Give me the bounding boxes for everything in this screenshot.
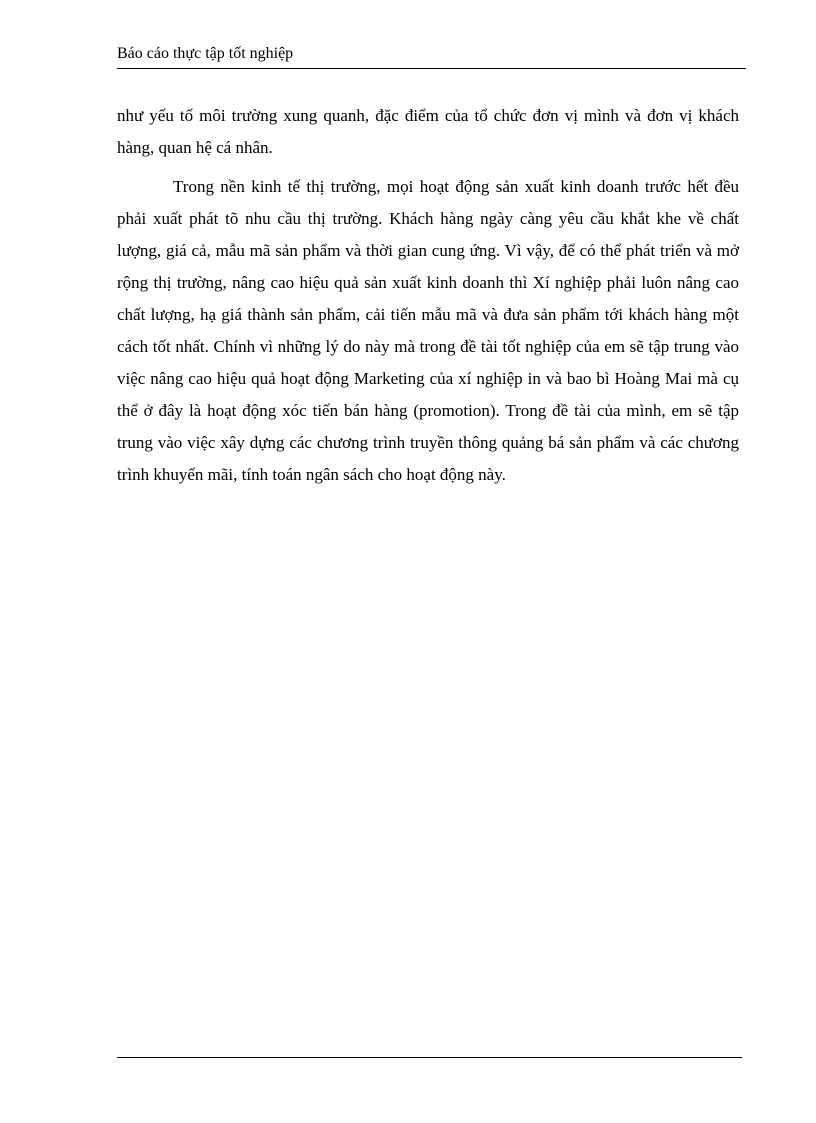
page-header (117, 44, 746, 69)
body-text (117, 100, 739, 491)
footer-rule (117, 1057, 742, 1058)
paragraph-continuation: như yếu tố môi trường xung quanh, đặc điểm của tổ chức đơn vị mình và đơn vị khách hàng, quan hệ cá nhân. (117, 106, 739, 157)
paragraph-market-economy: Trong nền kinh tế thị trường, mọi hoạt động sản xuất kinh doanh trước hết đều phải xuất phát tõ nhu cầu thị trường. Khách hàng ngày càng yêu cầu khắt khe về chất lượng, giá cả, mẫu mã sản phẩm và thời gian cung ứng. Vì vậy, để có thể phát triển và mở rộng thị trường, nâng cao hiệu quả sản xuất kinh doanh thì Xí nghiệp phải luôn nâng cao chất lượng, hạ giá thành sản phẩm, cải tiến mẫu mã và đưa sản phẩm tới khách hàng một cách tốt nhất. Chính vì những lý do này mà trong đề tài tốt nghiệp của em sẽ tập trung vào việc nâng cao hiệu quả hoạt động Marketing của xí nghiệp in và bao bì Hoàng Mai mà cụ thể ở đây là hoạt động xóc tiến bán hàng (promotion). Trong đề tài của mình, em sẽ tập trung vào việc xây dựng các chương trình truyền thông quảng bá sản phẩm và các chương trình khuyến mãi, tính toán ngân sách cho hoạt động này. (117, 177, 739, 484)
header-title: Báo cáo thực tập tốt nghiệp (117, 45, 294, 62)
